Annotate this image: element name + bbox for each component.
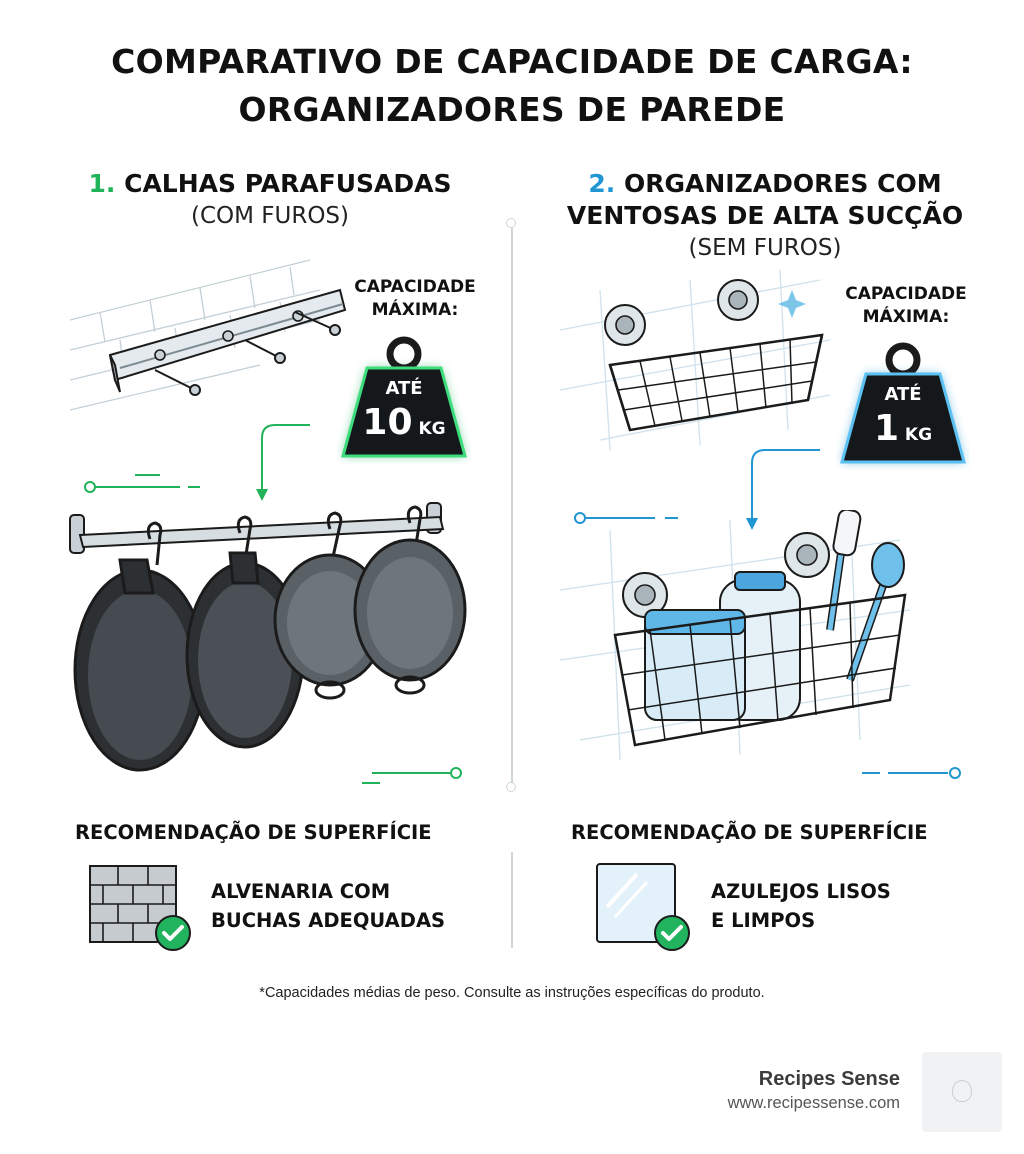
page-title — [0, 38, 1024, 134]
logo-icon — [922, 1052, 1002, 1132]
right-recommendation-text: AZULEJOS LISOS E LIMPOS — [711, 880, 891, 932]
left-subheading: (COM FUROS) — [190, 203, 349, 229]
footnote: *Capacidades médias de peso. Consulte as instruções específicas do produto. — [259, 985, 765, 1001]
right-decor-line — [860, 764, 970, 788]
right-weight-prefix: ATÉ — [884, 384, 922, 405]
title-line-2: ORGANIZADORES DE PAREDE — [238, 90, 786, 129]
right-weight-badge — [836, 336, 970, 470]
right-column-heading — [540, 168, 990, 264]
right-number: 2. — [588, 169, 616, 198]
left-capacity-label: CAPACIDADE MÁXIMA: — [354, 277, 476, 320]
filled-basket-icon — [560, 510, 930, 775]
tile-icon — [595, 862, 700, 959]
right-subheading: (SEM FUROS) — [688, 235, 842, 261]
left-number: 1. — [88, 169, 116, 198]
left-recommendation-text: ALVENARIA COM BUCHAS ADEQUADAS — [211, 880, 446, 932]
right-heading-line-2: VENTOSAS DE ALTA SUCÇÃO — [566, 201, 964, 230]
left-column-heading — [40, 168, 500, 232]
suction-basket-icon — [560, 270, 840, 460]
divider-dot-bottom — [506, 782, 516, 792]
brand — [728, 1066, 900, 1114]
left-heading: CALHAS PARAFUSADAS — [124, 169, 452, 198]
pan-rack-icon — [65, 495, 485, 800]
divider-dot-top — [506, 218, 516, 228]
center-divider — [511, 228, 513, 788]
screw-rail-icon — [60, 240, 360, 425]
check-icon — [653, 914, 691, 952]
center-divider-lower — [511, 852, 513, 948]
brand-url[interactable]: www.recipessense.com — [727, 1094, 900, 1112]
left-weight-value: 10 KG — [362, 402, 446, 443]
left-recommendation-title: RECOMENDAÇÃO DE SUPERFÍCIE — [75, 821, 432, 844]
right-recommendation-title: RECOMENDAÇÃO DE SUPERFÍCIE — [571, 821, 928, 844]
brand-name: Recipes Sense — [758, 1068, 900, 1090]
left-weight-prefix: ATÉ — [385, 378, 423, 399]
left-decor-line — [360, 764, 470, 788]
right-weight-value: 1 KG — [873, 408, 933, 449]
right-heading-line-1: ORGANIZADORES COM — [624, 169, 942, 198]
title-line-1: COMPARATIVO DE CAPACIDADE DE CARGA: — [111, 42, 913, 81]
right-capacity-label: CAPACIDADE MÁXIMA: — [845, 284, 967, 327]
brick-wall-icon — [88, 864, 193, 959]
check-icon — [154, 914, 192, 952]
left-arrow — [80, 415, 400, 505]
